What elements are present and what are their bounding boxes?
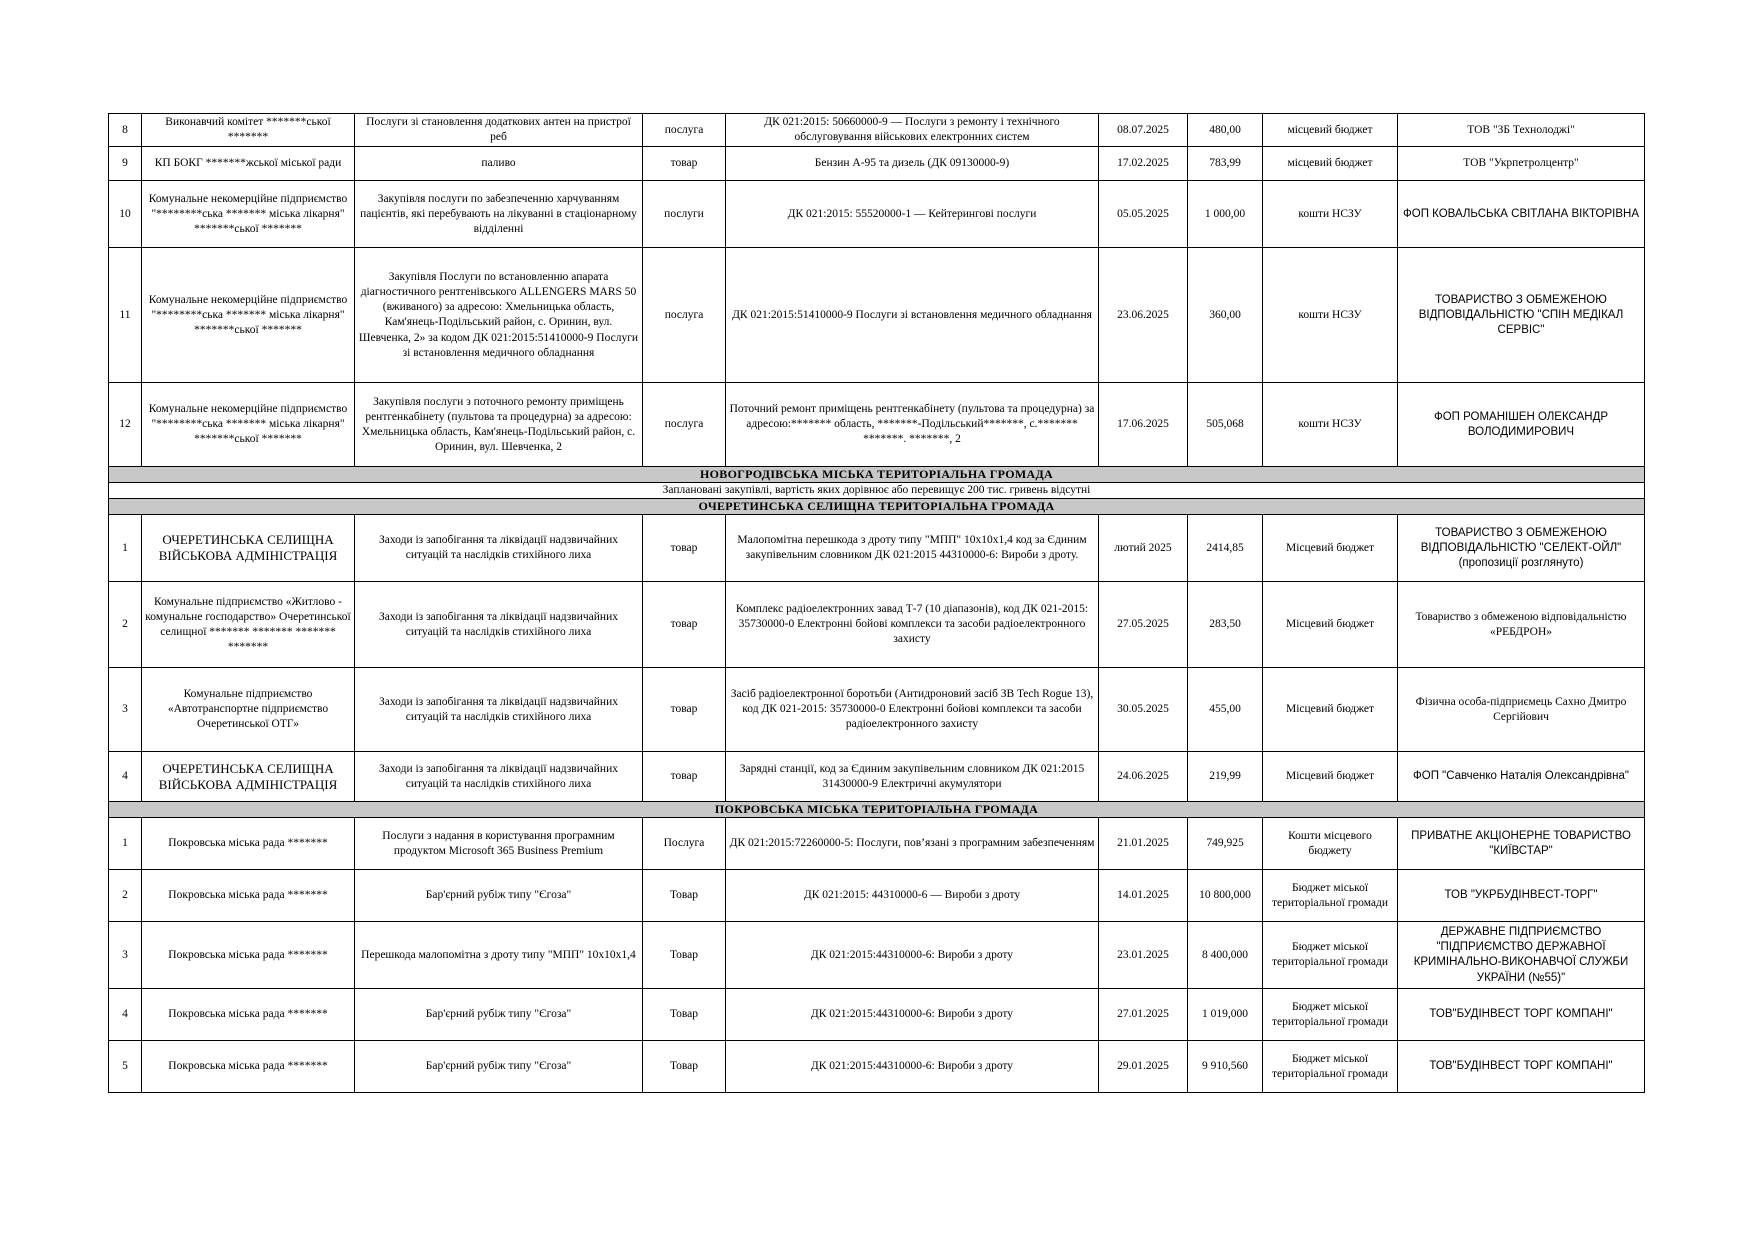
customer-name-cell: Комунальне підприємство «Автотранспортне підприємство Очеретинської ОТГ» — [142, 668, 355, 752]
amount-cell: 455,00 — [1188, 668, 1263, 752]
amount-cell: 783,99 — [1188, 147, 1263, 181]
row-number-cell: 12 — [109, 383, 142, 467]
section-title: ОЧЕРЕТИНСЬКА СЕЛИЩНА ТЕРИТОРІАЛЬНА ГРОМАДА — [109, 499, 1645, 515]
section-note: Заплановані закупівлі, вартість яких дорівнює або перевищує 200 тис. гривень відсутні — [109, 483, 1645, 499]
procurement-subject-cell: Послуги з надання в користування програмним продуктом Microsoft 365 Business Premium — [355, 818, 643, 870]
funding-source-cell: Місцевий бюджет — [1263, 752, 1398, 802]
supplier-cell: Фізична особа-підприємець Сахно Дмитро Сергійович — [1398, 668, 1645, 752]
table-row — [109, 515, 1645, 582]
supplier-cell: ДЕРЖАВНЕ ПІДПРИЄМСТВО "ПІДПРИЄМСТВО ДЕРЖАВНОЇ КРИМІНАЛЬНО-ВИКОНАВЧОЇ СЛУЖБИ УКРАЇНИ (№55)" — [1398, 922, 1645, 989]
procurement-type-cell: Товар — [643, 989, 726, 1041]
customer-name-cell: Покровська міська рада ******* — [142, 1041, 355, 1093]
supplier-cell: ФОП КОВАЛЬСЬКА СВІТЛАНА ВІКТОРІВНА — [1398, 181, 1645, 248]
supplier-cell: ФОП "Савченко Наталія Олександрівна" — [1398, 752, 1645, 802]
procurement-subject-cell: Заходи із запобігання та ліквідації надзвичайних ситуацій та наслідків стихійного лиха — [355, 752, 643, 802]
customer-name-cell: Комунальне некомерційне підприємство "********ська ******* міська лікарня" *******ської ******* — [142, 383, 355, 467]
amount-cell: 8 400,000 — [1188, 922, 1263, 989]
amount-cell: 219,99 — [1188, 752, 1263, 802]
customer-name-cell: КП БОКГ *******жської міської ради — [142, 147, 355, 181]
procurement-type-cell: товар — [643, 752, 726, 802]
amount-cell: 283,50 — [1188, 582, 1263, 668]
supplier-cell: ТОВ "ЗБ Технолоджі" — [1398, 114, 1645, 147]
row-number-cell: 4 — [109, 989, 142, 1041]
table-row — [109, 870, 1645, 922]
row-number-cell: 5 — [109, 1041, 142, 1093]
funding-source-cell: місцевий бюджет — [1263, 147, 1398, 181]
section-note-row — [109, 483, 1645, 499]
date-cell: 27.01.2025 — [1099, 989, 1188, 1041]
date-cell: 27.05.2025 — [1099, 582, 1188, 668]
amount-cell: 505,068 — [1188, 383, 1263, 467]
amount-cell: 1 019,000 — [1188, 989, 1263, 1041]
dk-code-cell: ДК 021:2015:51410000-9 Послуги зі встановлення медичного обладнання — [726, 248, 1099, 383]
dk-code-cell: Поточний ремонт приміщень рентгенкабінету (пультова та процедурна) за адресою:******* область, *******-Подільський*******, с.******* *******. *******, 2 — [726, 383, 1099, 467]
dk-code-cell: ДК 021:2015:44310000-6: Вироби з дроту — [726, 989, 1099, 1041]
procurement-type-cell: товар — [643, 582, 726, 668]
row-number-cell: 2 — [109, 870, 142, 922]
date-cell: 17.02.2025 — [1099, 147, 1188, 181]
funding-source-cell: Бюджет міської територіальної громади — [1263, 922, 1398, 989]
dk-code-cell: ДК 021:2015: 50660000-9 — Послуги з ремонту і технічного обслуговування військових електронних систем — [726, 114, 1099, 147]
dk-code-cell: ДК 021:2015:44310000-6: Вироби з дроту — [726, 922, 1099, 989]
row-number-cell: 3 — [109, 668, 142, 752]
amount-cell: 1 000,00 — [1188, 181, 1263, 248]
dk-code-cell: Бензин А-95 та дизель (ДК 09130000-9) — [726, 147, 1099, 181]
supplier-cell: Товариство з обмеженою відповідальністю «РЕБДРОН» — [1398, 582, 1645, 668]
date-cell: 24.06.2025 — [1099, 752, 1188, 802]
funding-source-cell: Бюджет міської територіальної громади — [1263, 1041, 1398, 1093]
customer-name-cell: Покровська міська рада ******* — [142, 818, 355, 870]
supplier-cell: ТОВ"БУДІНВЕСТ ТОРГ КОМПАНІ" — [1398, 989, 1645, 1041]
funding-source-cell: Бюджет міської територіальної громади — [1263, 989, 1398, 1041]
procurement-type-cell: послуга — [643, 383, 726, 467]
customer-name-cell: Виконавчий комітет *******ської ******* — [142, 114, 355, 147]
dk-code-cell: Зарядні станції, код за Єдиним закупівельним словником ДК 021:2015 31430000-9 Електричні акумулятори — [726, 752, 1099, 802]
table-row — [109, 752, 1645, 802]
funding-source-cell: Місцевий бюджет — [1263, 515, 1398, 582]
row-number-cell: 3 — [109, 922, 142, 989]
supplier-cell: ТОВ "УКРБУДІНВЕСТ-ТОРГ" — [1398, 870, 1645, 922]
date-cell: 17.06.2025 — [1099, 383, 1188, 467]
procurement-subject-cell: Заходи із запобігання та ліквідації надзвичайних ситуацій та наслідків стихійного лиха — [355, 515, 643, 582]
section-header-row — [109, 467, 1645, 483]
amount-cell: 2414,85 — [1188, 515, 1263, 582]
row-number-cell: 1 — [109, 515, 142, 582]
supplier-cell: ТОВ"БУДІНВЕСТ ТОРГ КОМПАНІ" — [1398, 1041, 1645, 1093]
procurement-type-cell: Товар — [643, 870, 726, 922]
section-title: ПОКРОВСЬКА МІСЬКА ТЕРИТОРІАЛЬНА ГРОМАДА — [109, 802, 1645, 818]
supplier-cell: ТОВАРИСТВО З ОБМЕЖЕНОЮ ВІДПОВІДАЛЬНІСТЮ "СЕЛЕКТ-ОЙЛ" (пропозиції розглянуто) — [1398, 515, 1645, 582]
dk-code-cell: ДК 021:2015:44310000-6: Вироби з дроту — [726, 1041, 1099, 1093]
procurement-subject-cell: Послуги зі становлення додаткових антен на пристрої реб — [355, 114, 643, 147]
date-cell: 21.01.2025 — [1099, 818, 1188, 870]
procurement-type-cell: Товар — [643, 922, 726, 989]
date-cell: 14.01.2025 — [1099, 870, 1188, 922]
table-row — [109, 147, 1645, 181]
procurement-type-cell: товар — [643, 668, 726, 752]
procurement-subject-cell: Закупівля послуги з поточного ремонту приміщень рентгенкабінету (пультова та процедурна) за адресою: Хмельницька область, Кам'янець-Подільський район, с. Оринин, вул. Шевченка, 2 — [355, 383, 643, 467]
procurement-type-cell: послуги — [643, 181, 726, 248]
date-cell: 29.01.2025 — [1099, 1041, 1188, 1093]
procurement-subject-cell: Закупівля Послуги по встановленню апарата діагностичного рентгенівського ALLENGERS MARS 50 (вживаного) за адресою: Хмельницька область, Кам'янець-Подільський район, с. Оринин, вул. Шевченка, 2» за кодом ДК 021:2015:51410000-9 Послуги зі встановлення медичного обладнання — [355, 248, 643, 383]
row-number-cell: 4 — [109, 752, 142, 802]
procurement-type-cell: товар — [643, 515, 726, 582]
table-row — [109, 989, 1645, 1041]
procurement-subject-cell: Заходи із запобігання та ліквідації надзвичайних ситуацій та наслідків стихійного лиха — [355, 582, 643, 668]
procurement-table — [108, 113, 1645, 1093]
dk-code-cell: Засіб радіоелектронної боротьби (Антидроновий засіб ЗВ Tech Rogue 13), код ДК 021-2015: 35730000-0 Електронні бойові комплекси та засоби радіоелектронного захисту — [726, 668, 1099, 752]
table-row — [109, 668, 1645, 752]
section-header-row — [109, 499, 1645, 515]
procurement-subject-cell: Бар'єрний рубіж типу "Єгоза" — [355, 989, 643, 1041]
row-number-cell: 9 — [109, 147, 142, 181]
dk-code-cell: ДК 021:2015:72260000-5: Послуги, пов’язані з програмним забезпеченням — [726, 818, 1099, 870]
amount-cell: 10 800,000 — [1188, 870, 1263, 922]
table-row — [109, 114, 1645, 147]
procurement-subject-cell: паливо — [355, 147, 643, 181]
amount-cell: 360,00 — [1188, 248, 1263, 383]
date-cell: лютий 2025 — [1099, 515, 1188, 582]
date-cell: 30.05.2025 — [1099, 668, 1188, 752]
procurement-type-cell: Послуга — [643, 818, 726, 870]
date-cell: 23.01.2025 — [1099, 922, 1188, 989]
table-row — [109, 582, 1645, 668]
procurement-subject-cell: Перешкода малопомітна з дроту типу "МПП" 10x10x1,4 — [355, 922, 643, 989]
funding-source-cell: Місцевий бюджет — [1263, 582, 1398, 668]
amount-cell: 749,925 — [1188, 818, 1263, 870]
funding-source-cell: кошти НСЗУ — [1263, 181, 1398, 248]
funding-source-cell: Кошти місцевого бюджету — [1263, 818, 1398, 870]
supplier-cell: ФОП РОМАНІШЕН ОЛЕКСАНДР ВОЛОДИМИРОВИЧ — [1398, 383, 1645, 467]
supplier-cell: ТОВ "Укрпетролцентр" — [1398, 147, 1645, 181]
amount-cell: 480,00 — [1188, 114, 1263, 147]
row-number-cell: 8 — [109, 114, 142, 147]
customer-name-cell: Покровська міська рада ******* — [142, 922, 355, 989]
row-number-cell: 1 — [109, 818, 142, 870]
procurement-type-cell: товар — [643, 147, 726, 181]
dk-code-cell: Малопомітна перешкода з дроту типу "МПП" 10x10x1,4 код за Єдиним закупівельним словником ДК 021:2015 44310000-6: Вироби з дроту. — [726, 515, 1099, 582]
dk-code-cell: ДК 021:2015: 55520000-1 — Кейтерингові послуги — [726, 181, 1099, 248]
table-row — [109, 248, 1645, 383]
table-row — [109, 383, 1645, 467]
row-number-cell: 10 — [109, 181, 142, 248]
supplier-cell: ТОВАРИСТВО З ОБМЕЖЕНОЮ ВІДПОВІДАЛЬНІСТЮ "СПІН МЕДІКАЛ СЕРВІС" — [1398, 248, 1645, 383]
date-cell: 08.07.2025 — [1099, 114, 1188, 147]
procurement-subject-cell: Бар'єрний рубіж типу "Єгоза" — [355, 870, 643, 922]
date-cell: 23.06.2025 — [1099, 248, 1188, 383]
table-row — [109, 922, 1645, 989]
funding-source-cell: Місцевий бюджет — [1263, 668, 1398, 752]
funding-source-cell: Бюджет міської територіальної громади — [1263, 870, 1398, 922]
table-row — [109, 818, 1645, 870]
supplier-cell: ПРИВАТНЕ АКЦІОНЕРНЕ ТОВАРИСТВО "КИЇВСТАР" — [1398, 818, 1645, 870]
customer-name-cell: ОЧЕРЕТИНСЬКА СЕЛИЩНА ВІЙСЬКОВА АДМІНІСТРАЦІЯ — [142, 515, 355, 582]
procurement-subject-cell: Закупівля послуги по забезпеченню харчуванням пацієнтів, які перебувають на лікуванні в стаціонарному відділенні — [355, 181, 643, 248]
table-row — [109, 181, 1645, 248]
customer-name-cell: Покровська міська рада ******* — [142, 870, 355, 922]
customer-name-cell: Покровська міська рада ******* — [142, 989, 355, 1041]
customer-name-cell: Комунальне підприємство «Житлово - комунальне господарство» Очеретинської селищної ******* ******* ******* ******* — [142, 582, 355, 668]
section-title: НОВОГРОДІВСЬКА МІСЬКА ТЕРИТОРІАЛЬНА ГРОМАДА — [109, 467, 1645, 483]
date-cell: 05.05.2025 — [1099, 181, 1188, 248]
dk-code-cell: ДК 021:2015: 44310000-6 — Вироби з дроту — [726, 870, 1099, 922]
row-number-cell: 2 — [109, 582, 142, 668]
procurement-subject-cell: Бар'єрний рубіж типу "Єгоза" — [355, 1041, 643, 1093]
funding-source-cell: кошти НСЗУ — [1263, 383, 1398, 467]
procurement-type-cell: Товар — [643, 1041, 726, 1093]
customer-name-cell: Комунальне некомерційне підприємство "********ська ******* міська лікарня" *******ської ******* — [142, 181, 355, 248]
amount-cell: 9 910,560 — [1188, 1041, 1263, 1093]
row-number-cell: 11 — [109, 248, 142, 383]
customer-name-cell: Комунальне некомерційне підприємство "********ська ******* міська лікарня" *******ської ******* — [142, 248, 355, 383]
funding-source-cell: місцевий бюджет — [1263, 114, 1398, 147]
procurement-subject-cell: Заходи із запобігання та ліквідації надзвичайних ситуацій та наслідків стихійного лиха — [355, 668, 643, 752]
table-row — [109, 1041, 1645, 1093]
procurement-type-cell: послуга — [643, 114, 726, 147]
procurement-type-cell: послуга — [643, 248, 726, 383]
funding-source-cell: кошти НСЗУ — [1263, 248, 1398, 383]
dk-code-cell: Комплекс радіоелектронних завад Т-7 (10 діапазонів), код ДК 021-2015: 35730000-0 Електронні бойові комплекси та засоби радіоелектронного захисту — [726, 582, 1099, 668]
section-header-row — [109, 802, 1645, 818]
customer-name-cell: ОЧЕРЕТИНСЬКА СЕЛИЩНА ВІЙСЬКОВА АДМІНІСТРАЦІЯ — [142, 752, 355, 802]
